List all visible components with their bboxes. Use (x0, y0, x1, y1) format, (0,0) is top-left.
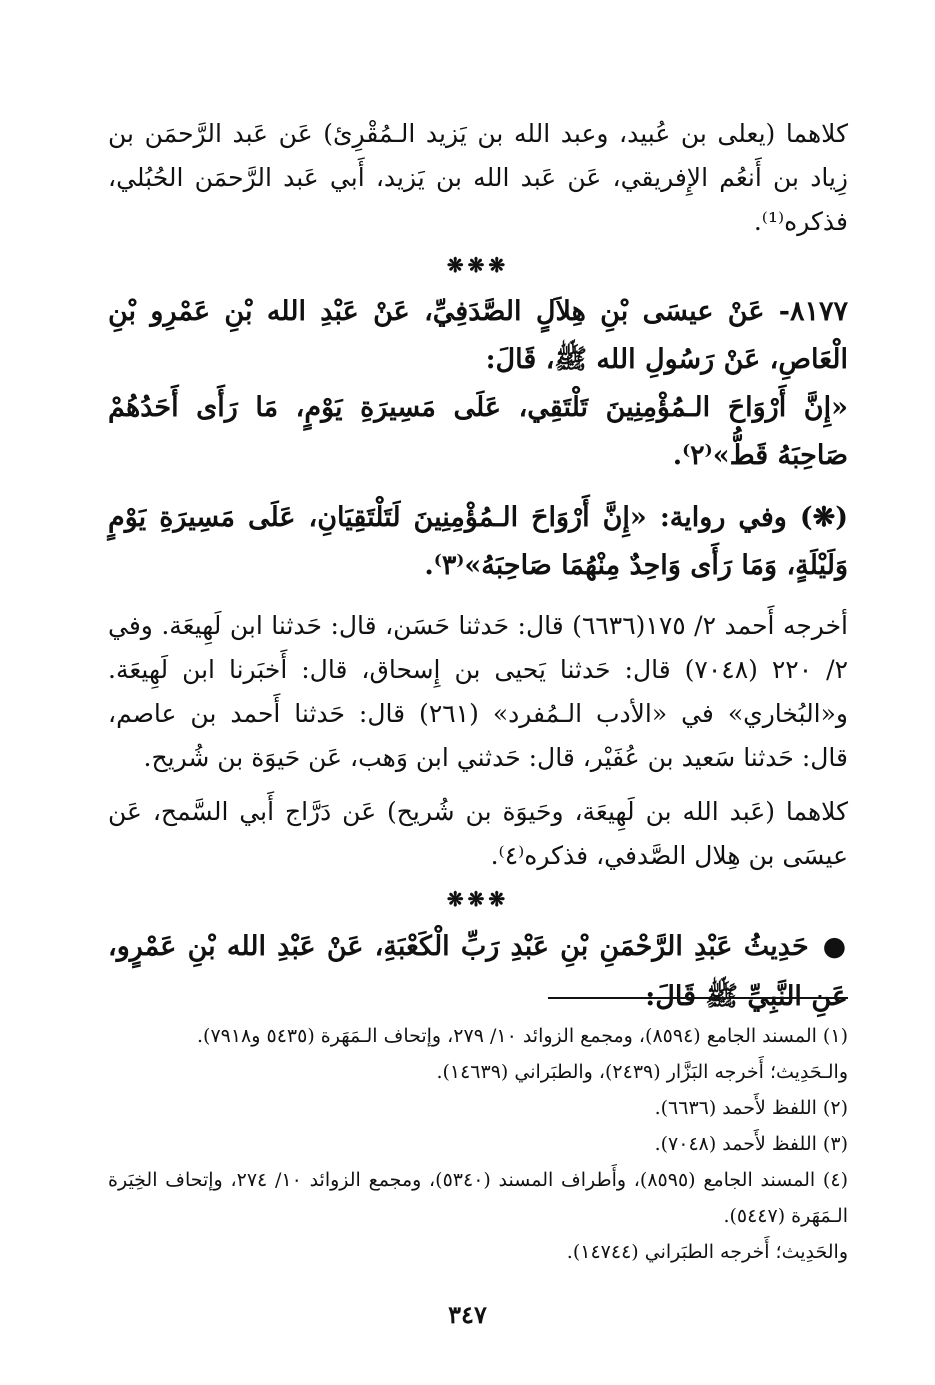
footnote-1: (١) المسند الجامع (٨٥٩٤)، ومجمع الزوائد ١٠/ ٢٧٩، وإتحاف الـمَهَرة (٥٤٣٥ و٧٩١٨). (196, 1025, 848, 1047)
bullet-icon: ● (822, 931, 849, 962)
footnote-4-continuation: والحَدِيث؛ أَخرجه الطبَراني (١٤٧٤٤). (566, 1241, 848, 1263)
section-separator-stars-2: ❋❋❋ (446, 887, 510, 911)
footnote-4: (٤) المسند الجامع (٨٥٩٥)، وأَطراف المسند (٥٣٤٠)، ومجمع الزوائد ١٠/ ٢٧٤، وإتحاف الخِيَرة الـمَهَرة (٥٤٤٧). (108, 1169, 848, 1227)
paragraph-chain-1: كلاهما (يعلى بن عُبيد، وعبد الله بن يَزيد الـمُقْرِئ) عَن عَبد الرَّحمَن بن زِياد بن أَنعُم الإِفريقي، عَن عَبد الله بن يَزيد، أَبي عَبد الرَّحمَن الحُبُلي، فذكره⁽¹⁾. (108, 119, 848, 236)
hadith-variant-riwaya: (❋) وفي رواية: «إِنَّ أَرْوَاحَ الـمُؤْمِنِينَ لَتَلْتَقِيَانِ، عَلَى مَسِيرَةِ يَوْمٍ وَلَيْلَةٍ، وَمَا رَأَى وَاحِدٌ مِنْهُمَا صَاحِبَهُ»⁽٣⁾. (108, 502, 849, 581)
paragraph-chain-2: كلاهما (عَبد الله بن لَهِيعَة، وحَيوَة بن شُريح) عَن دَرَّاج أَبي السَّمح، عَن عيسَى بن هِلال الصَّدفي، فذكره⁽٤⁾. (108, 797, 848, 870)
section-separator-stars: ❋❋❋ (446, 253, 510, 277)
hadith-heading: ٨١٧٧- عَنْ عيسَى بْنِ هِلاَلٍ الصَّدَفِيِّ، عَنْ عَبْدِ الله بْنِ عَمْرِو بْنِ الْعَاصِ، عَنْ رَسُولِ الله ﷺ، قَالَ: (108, 296, 848, 375)
bullet-hadith-text: حَدِيثُ عَبْدِ الرَّحْمَنِ بْنِ عَبْدِ رَبِّ الْكَعْبَةِ، عَنْ عَبْدِ الله بْنِ عَمْرٍو، عَنِ النَّبِيِّ ﷺ قَالَ: (108, 931, 848, 1012)
footnote-divider (548, 997, 848, 999)
footnote-2: (٢) اللفظ لأَحمد (٦٦٣٦). (654, 1097, 848, 1119)
page-number: ٣٤٧ (448, 1300, 487, 1329)
footnotes (108, 1018, 848, 1270)
footnote-3: (٣) اللفظ لأَحمد (٧٠٤٨). (654, 1133, 848, 1155)
hadith-text: «إِنَّ أَرْوَاحَ الـمُؤْمِنِينَ تَلْتَقِي، عَلَى مَسِيرَةِ يَوْمٍ، مَا رَأَى أَحَدُهُمْ صَاحِبَهُ قَطُّ»⁽٢⁾. (108, 392, 848, 471)
bullet-hadith-heading (108, 922, 848, 1022)
takhrij-paragraph: أخرجه أَحمد ٢/ ١٧٥(٦٦٣٦) قال: حَدثنا حَسَن، قال: حَدثنا ابن لَهِيعَة. وفي ٢/ ٢٢٠ (٧٠٤٨) قال: حَدثنا يَحيى بن إِسحاق، قال: أَخبَرنا ابن لَهِيعَة. و«البُخاري» في «الأدب الـمُفرد» (٢٦١) قال: حَدثنا أَحمد بن عاصم، قال: حَدثنا سَعيد بن عُفَيْر، قال: حَدثني ابن وَهب، عَن حَيوَة بن شُريح. (108, 611, 849, 772)
footnote-1-continuation: والـحَدِيث؛ أَخرجه البَزَّار (٢٤٣٩)، والطبَراني (١٤٦٣٩). (436, 1061, 848, 1083)
main-text (108, 112, 848, 1022)
